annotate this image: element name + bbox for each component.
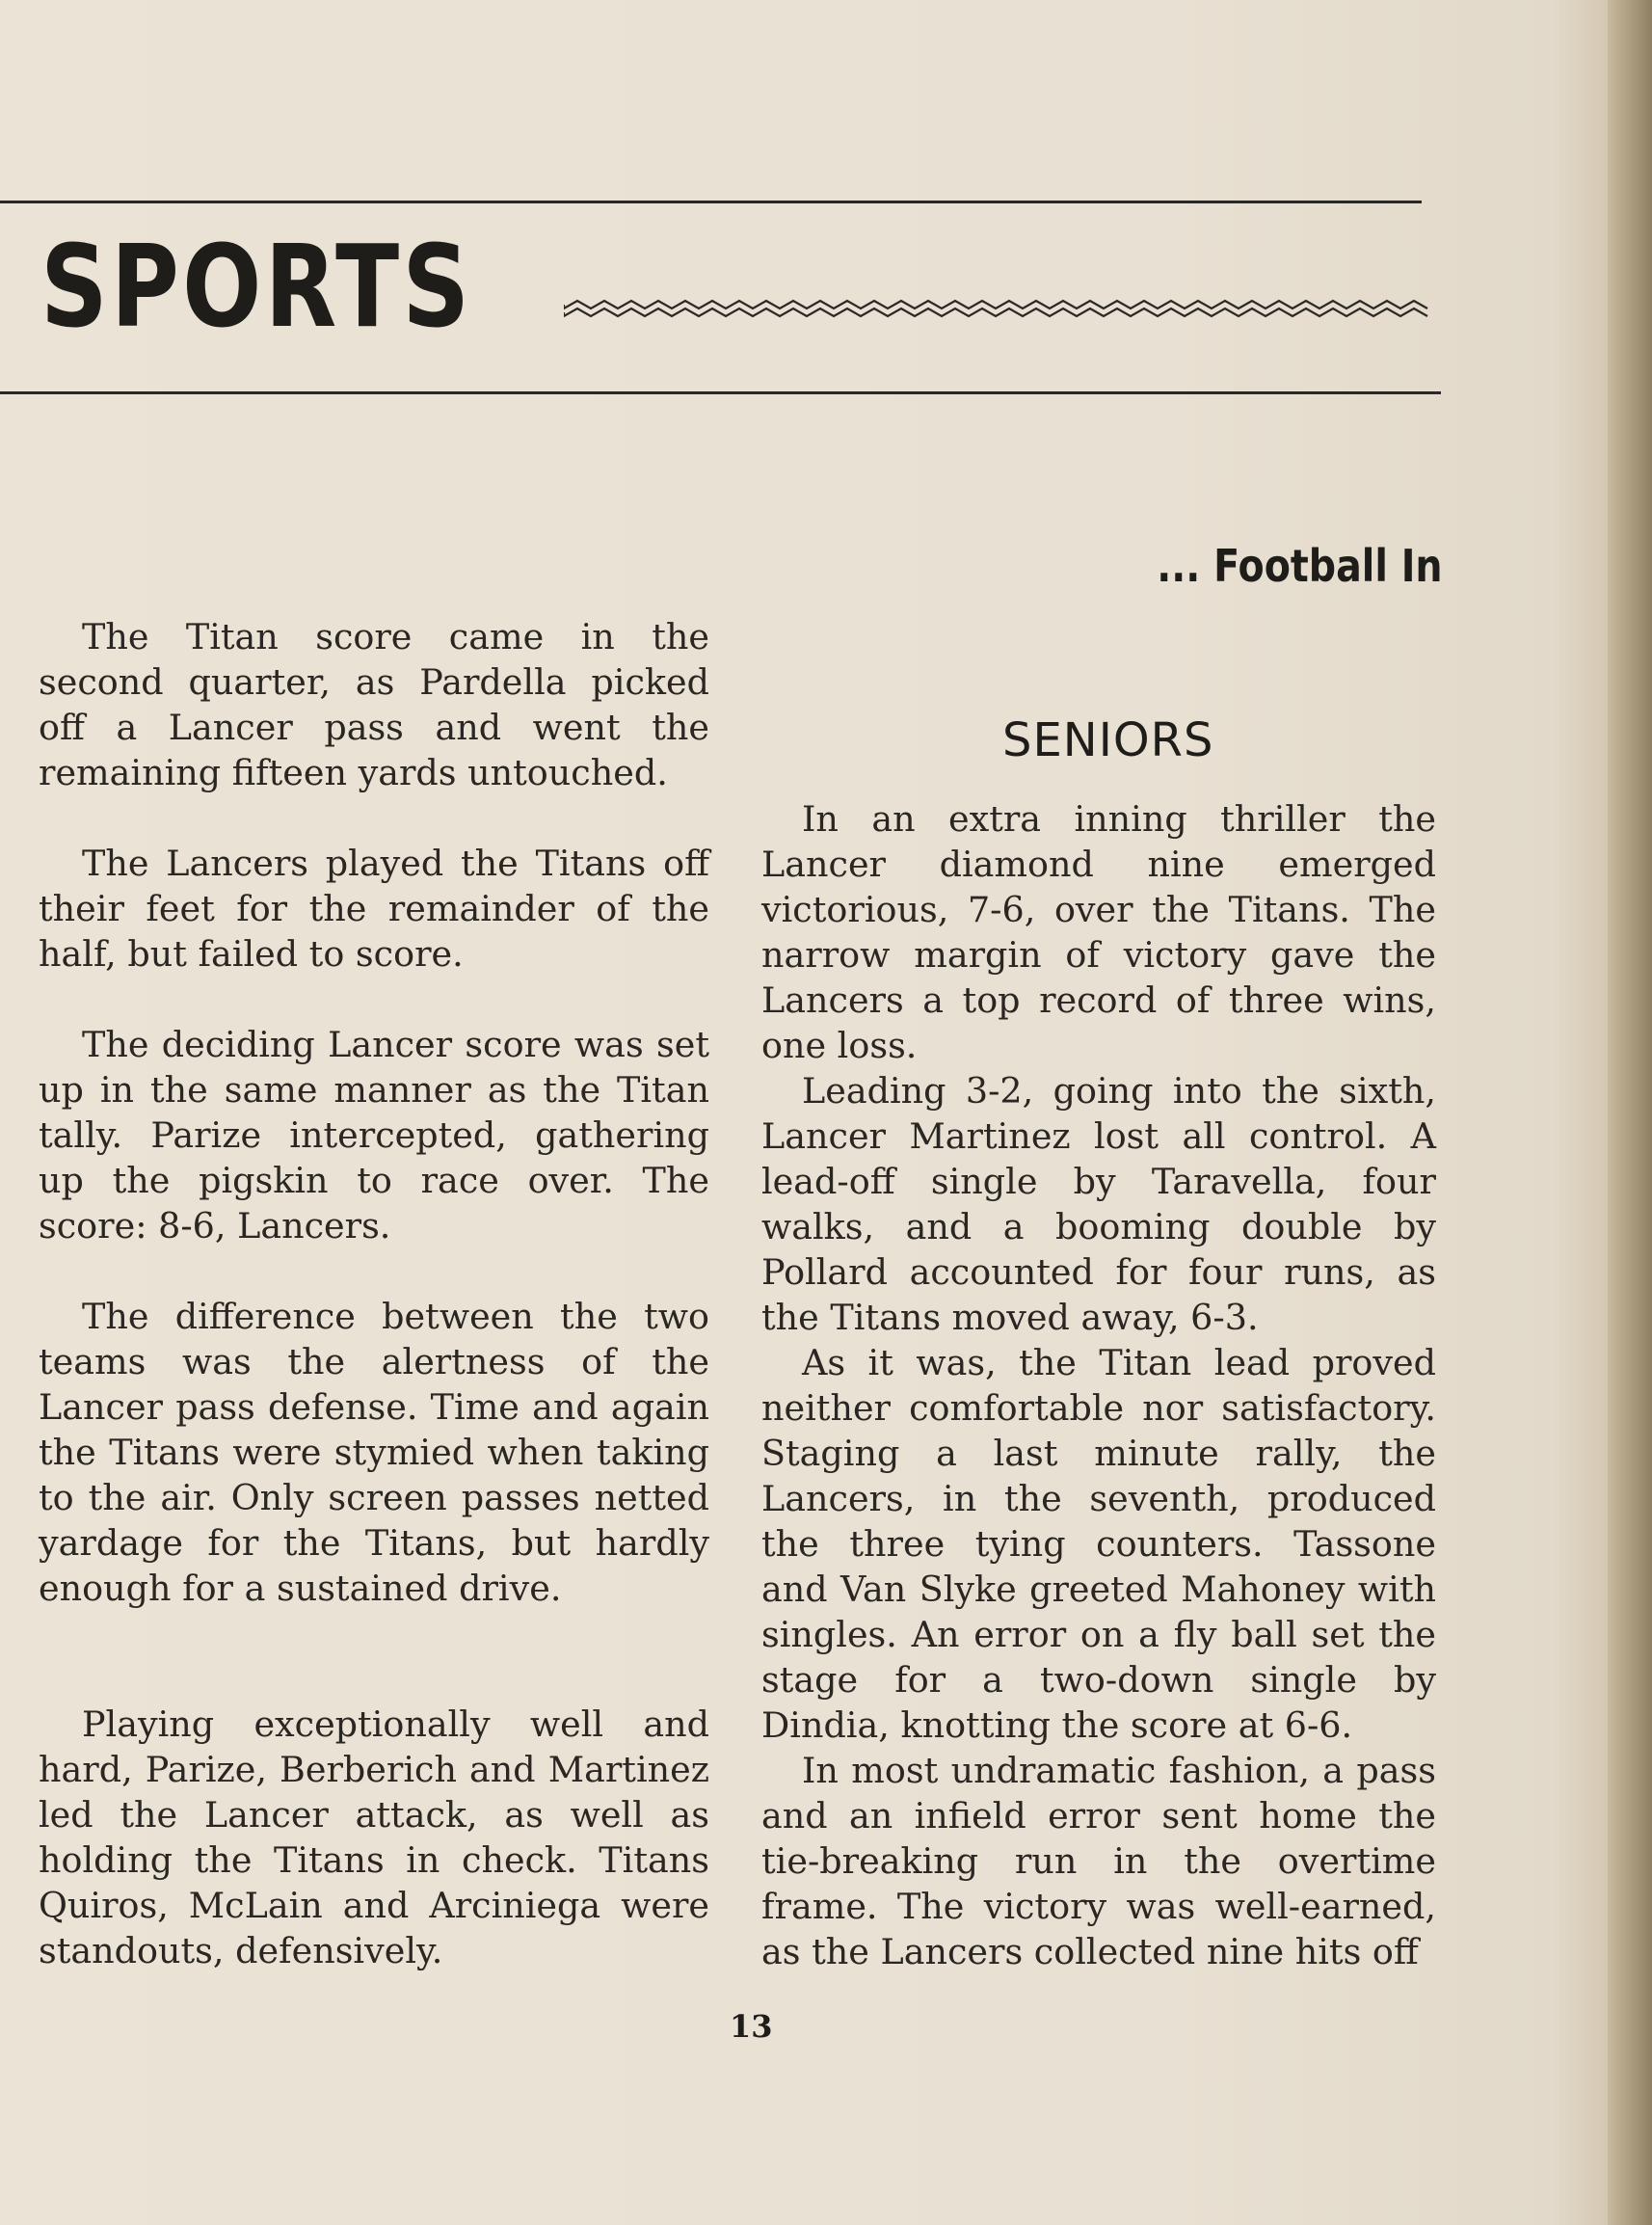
left-column [39, 614, 709, 2019]
header-top-rule [0, 201, 1422, 203]
seniors-heading: SENIORS [1002, 713, 1214, 767]
section-subtitle: ... Football In [1157, 540, 1443, 592]
right-paragraph-4: In most undramatic fashion, a pass and an infield error sent home the tie-breaking run in the overtime frame. The victory was well-earned, as the Lancers collected nine hits off [761, 1750, 1436, 1972]
left-paragraph-4: The difference between the two teams was the alertness of the Lancer pass defense. Time and again the Titans were stymied when taking to the air. Only screen passes netted yardage for the Titans, but hardly enough for a sustained drive. [39, 1296, 709, 1609]
right-column [761, 796, 1436, 1974]
left-paragraph-2: The Lancers played the Titans off their feet for the remainder of the half, but failed to score. [39, 843, 709, 975]
page-number: 13 [730, 2008, 773, 2045]
right-paragraph-2: Leading 3-2, going into the sixth, Lancer Martinez lost all control. A lead-off single by Taravella, four walks, and a booming double by Pollard accounted for four runs, as the Titans moved away, 6-3. [761, 1070, 1436, 1338]
right-paragraph-3: As it was, the Titan lead proved neither comfortable nor satisfactory. Staging a last minute rally, the Lancers, in the seventh, produced the three tying counters. Tassone and Van Slyke greeted Mahoney with singles. An error on a fly ball set the stage for a two-down single by Dindia, knotting the score at 6-6. [761, 1342, 1436, 1746]
left-paragraph-5: Playing exceptionally well and hard, Parize, Berberich and Martinez led the Lancer attack, as well as holding the Titans in check. Titans Quiros, McLain and Arciniega were standouts, defensively. [39, 1703, 709, 1971]
left-paragraph-1: The Titan score came in the second quarter, as Pardella picked off a Lancer pass and went the remaining fifteen yards untouched. [39, 616, 709, 793]
section-title: SPORTS [40, 220, 473, 353]
header-bottom-rule [0, 391, 1441, 394]
zigzag-ornament [564, 297, 1436, 320]
left-paragraph-3: The deciding Lancer score was set up in the same manner as the Titan tally. Parize intercepted, gathering up the pigskin to race over. The score: 8-6, Lancers. [39, 1024, 709, 1247]
book-spine-edge [1608, 0, 1652, 2225]
right-paragraph-1: In an extra inning thriller the Lancer diamond nine emerged victorious, 7-6, over the Titans. The narrow margin of victory gave the Lancers a top record of three wins, one loss. [761, 798, 1436, 1066]
